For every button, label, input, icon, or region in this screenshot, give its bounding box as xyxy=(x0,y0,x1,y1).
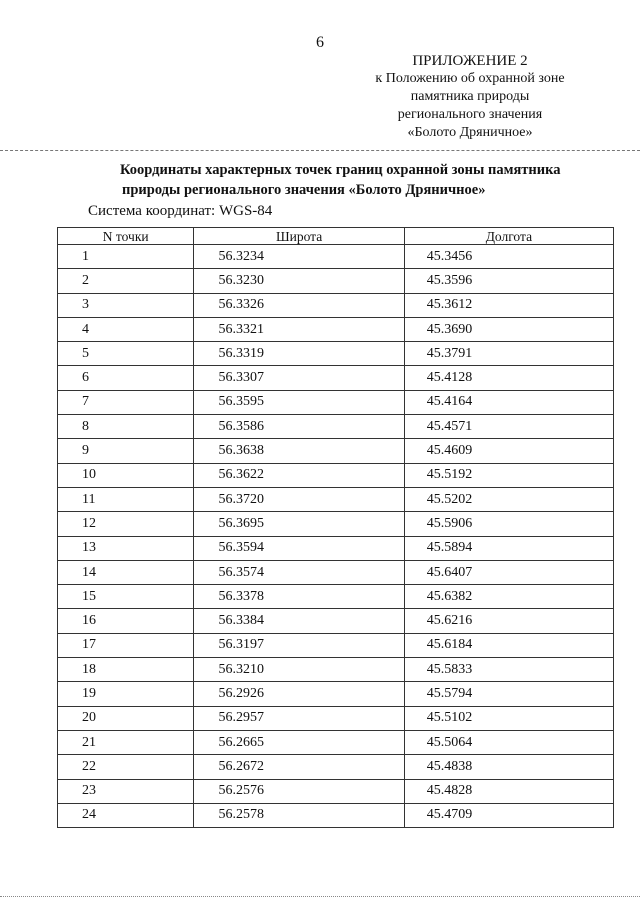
latitude-cell: 56.3326 xyxy=(194,293,404,317)
latitude-cell: 56.3321 xyxy=(194,317,404,341)
longitude-cell: 45.4838 xyxy=(404,755,613,779)
table-row xyxy=(58,779,614,803)
point-number-cell: 24 xyxy=(58,803,194,827)
latitude-cell: 56.3230 xyxy=(194,269,404,293)
longitude-cell: 45.5202 xyxy=(404,487,613,511)
longitude-cell: 45.5794 xyxy=(404,682,613,706)
point-number-cell: 23 xyxy=(58,779,194,803)
table-row xyxy=(58,390,614,414)
latitude-cell: 56.3695 xyxy=(194,512,404,536)
latitude-cell: 56.3378 xyxy=(194,585,404,609)
table-row xyxy=(58,487,614,511)
point-number-cell: 16 xyxy=(58,609,194,633)
column-header-latitude: Широта xyxy=(194,228,404,245)
table-row xyxy=(58,560,614,584)
longitude-cell: 45.5064 xyxy=(404,730,613,754)
latitude-cell: 56.3586 xyxy=(194,415,404,439)
table-row xyxy=(58,658,614,682)
longitude-cell: 45.6382 xyxy=(404,585,613,609)
point-number-cell: 9 xyxy=(58,439,194,463)
longitude-cell: 45.4828 xyxy=(404,779,613,803)
longitude-cell: 45.5833 xyxy=(404,658,613,682)
point-number-cell: 7 xyxy=(58,390,194,414)
table-row xyxy=(58,293,614,317)
point-number-cell: 20 xyxy=(58,706,194,730)
table-row xyxy=(58,730,614,754)
appendix-line-4: «Болото Дряничное» xyxy=(407,125,533,140)
point-number-cell: 3 xyxy=(58,293,194,317)
longitude-cell: 45.5102 xyxy=(404,706,613,730)
latitude-cell: 56.3307 xyxy=(194,366,404,390)
longitude-cell: 45.6407 xyxy=(404,560,613,584)
point-number-cell: 18 xyxy=(58,658,194,682)
latitude-cell: 56.3234 xyxy=(194,245,404,269)
table-body xyxy=(58,245,614,828)
table-row xyxy=(58,536,614,560)
table-row xyxy=(58,512,614,536)
longitude-cell: 45.3791 xyxy=(404,342,613,366)
table-row xyxy=(58,342,614,366)
longitude-cell: 45.3690 xyxy=(404,317,613,341)
longitude-cell: 45.4571 xyxy=(404,415,613,439)
coordinate-system-label: Система координат: WGS-84 xyxy=(88,203,273,219)
appendix-header xyxy=(350,52,590,142)
point-number-cell: 5 xyxy=(58,342,194,366)
longitude-cell: 45.4128 xyxy=(404,366,613,390)
point-number-cell: 22 xyxy=(58,755,194,779)
table-row xyxy=(58,366,614,390)
longitude-cell: 45.5906 xyxy=(404,512,613,536)
latitude-cell: 56.3638 xyxy=(194,439,404,463)
latitude-cell: 56.3594 xyxy=(194,536,404,560)
table-row xyxy=(58,463,614,487)
latitude-cell: 56.3210 xyxy=(194,658,404,682)
appendix-title: ПРИЛОЖЕНИЕ 2 xyxy=(412,53,528,69)
appendix-line-3: регионального значения xyxy=(397,107,543,122)
longitude-cell: 45.3612 xyxy=(404,293,613,317)
document-title-line-1: Координаты характерных точек границ охранной зоны памятника xyxy=(120,162,561,178)
table-row xyxy=(58,245,614,269)
latitude-cell: 56.3595 xyxy=(194,390,404,414)
point-number-cell: 2 xyxy=(58,269,194,293)
longitude-cell: 45.6184 xyxy=(404,633,613,657)
point-number-cell: 19 xyxy=(58,682,194,706)
table-row xyxy=(58,439,614,463)
point-number-cell: 17 xyxy=(58,633,194,657)
longitude-cell: 45.5192 xyxy=(404,463,613,487)
point-number-cell: 8 xyxy=(58,415,194,439)
header-divider xyxy=(0,150,640,151)
longitude-cell: 45.3456 xyxy=(404,245,613,269)
longitude-cell: 45.6216 xyxy=(404,609,613,633)
table-row xyxy=(58,317,614,341)
document-title xyxy=(100,160,600,200)
latitude-cell: 56.3574 xyxy=(194,560,404,584)
table-row xyxy=(58,755,614,779)
longitude-cell: 45.5894 xyxy=(404,536,613,560)
column-header-point: N точки xyxy=(58,228,194,245)
latitude-cell: 56.3622 xyxy=(194,463,404,487)
point-number-cell: 1 xyxy=(58,245,194,269)
point-number-cell: 15 xyxy=(58,585,194,609)
appendix-line-2: памятника природы xyxy=(410,89,530,104)
appendix-line-1: к Положению об охранной зоне xyxy=(375,71,565,86)
longitude-cell: 45.3596 xyxy=(404,269,613,293)
latitude-cell: 56.3720 xyxy=(194,487,404,511)
table-row xyxy=(58,803,614,827)
page-number: 6 xyxy=(316,34,324,51)
column-header-longitude: Долгота xyxy=(404,228,613,245)
latitude-cell: 56.2578 xyxy=(194,803,404,827)
latitude-cell: 56.2926 xyxy=(194,682,404,706)
table-header-row xyxy=(58,228,614,245)
longitude-cell: 45.4709 xyxy=(404,803,613,827)
latitude-cell: 56.3319 xyxy=(194,342,404,366)
latitude-cell: 56.2576 xyxy=(194,779,404,803)
coordinates-table xyxy=(57,227,614,828)
latitude-cell: 56.3384 xyxy=(194,609,404,633)
table-row xyxy=(58,585,614,609)
longitude-cell: 45.4164 xyxy=(404,390,613,414)
point-number-cell: 6 xyxy=(58,366,194,390)
point-number-cell: 11 xyxy=(58,487,194,511)
document-title-line-2: природы регионального значения «Болото Дряничное» xyxy=(122,182,486,198)
table-row xyxy=(58,682,614,706)
point-number-cell: 21 xyxy=(58,730,194,754)
point-number-cell: 12 xyxy=(58,512,194,536)
table-row xyxy=(58,706,614,730)
table-row xyxy=(58,415,614,439)
table-row xyxy=(58,609,614,633)
point-number-cell: 4 xyxy=(58,317,194,341)
point-number-cell: 14 xyxy=(58,560,194,584)
latitude-cell: 56.2665 xyxy=(194,730,404,754)
table-row xyxy=(58,269,614,293)
table-row xyxy=(58,633,614,657)
longitude-cell: 45.4609 xyxy=(404,439,613,463)
latitude-cell: 56.2672 xyxy=(194,755,404,779)
point-number-cell: 13 xyxy=(58,536,194,560)
footer-divider xyxy=(0,896,640,897)
latitude-cell: 56.2957 xyxy=(194,706,404,730)
point-number-cell: 10 xyxy=(58,463,194,487)
latitude-cell: 56.3197 xyxy=(194,633,404,657)
